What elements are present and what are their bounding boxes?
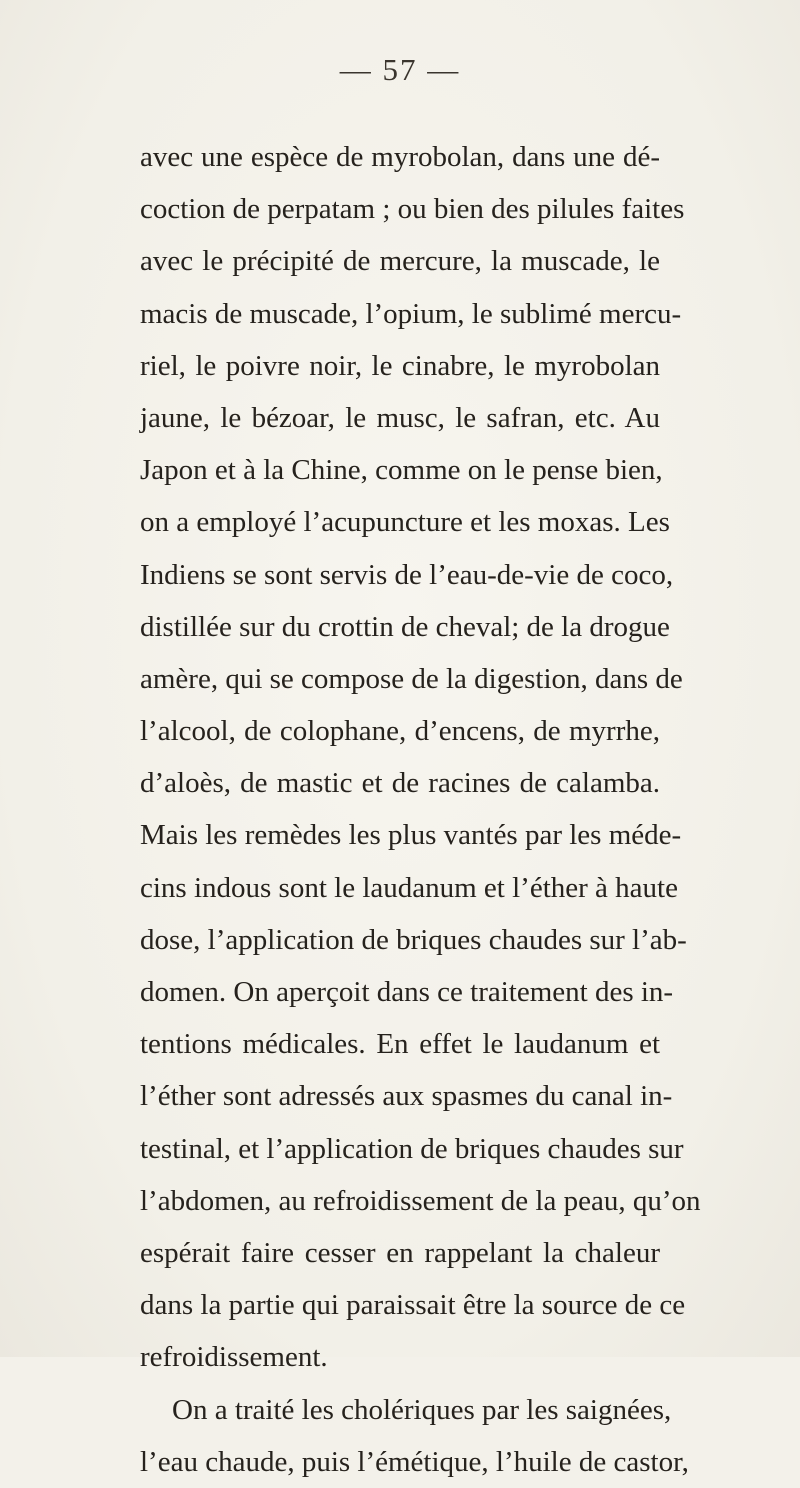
text-line: cins indous sont le laudanum et l’éther à haute xyxy=(140,871,678,904)
text-line: distillée sur du crottin de cheval; de la drogue xyxy=(140,610,670,643)
text-line: l’alcool, de colophane, d’encens, de myrrhe, xyxy=(140,715,660,748)
paragraph-end-line: refroidissement. xyxy=(140,1341,328,1374)
page-number: — 57 — xyxy=(339,52,461,87)
text-line: tentions médicales. En effet le laudanum et xyxy=(140,1028,660,1061)
text-line: Mais les remèdes les plus vantés par les méde- xyxy=(140,819,682,852)
text-line: on a employé l’acupuncture et les moxas. Les xyxy=(140,506,670,539)
body-text xyxy=(140,131,701,1488)
text-line: d’aloès, de mastic et de racines de calamba. xyxy=(140,767,660,800)
text-line: jaune, le bézoar, le musc, le safran, etc. Au xyxy=(140,401,660,434)
text-line: testinal, et l’application de briques chaudes sur xyxy=(140,1132,684,1165)
text-line: amère, qui se compose de la digestion, dans de xyxy=(140,662,683,695)
text-line: domen. On aperçoit dans ce traitement des in- xyxy=(140,976,674,1008)
text-line: macis de muscade, l’opium, le sublimé mercu- xyxy=(140,297,682,330)
paragraph-start-line: On a traité les cholériques par les saignées, xyxy=(172,1393,672,1426)
text-line: Japon et à la Chine, comme on le pense bien, xyxy=(140,454,663,487)
text-line: avec une espèce de myrobolan, dans une dé- xyxy=(140,141,660,173)
text-line: riel, le poivre noir, le cinabre, le myrobolan xyxy=(140,349,660,382)
text-line: avec le précipité de mercure, la muscade, le xyxy=(140,245,660,278)
text-line: dose, l’application de briques chaudes sur l’ab- xyxy=(140,923,687,956)
text-line: l’abdomen, au refroidissement de la peau, qu’on xyxy=(140,1184,701,1217)
text-line: l’éther sont adressés aux spasmes du canal in- xyxy=(140,1080,673,1113)
text-line: dans la partie qui paraissait être la source de ce xyxy=(140,1289,686,1322)
text-line: l’eau chaude, puis l’émétique, l’huile de castor, xyxy=(140,1445,689,1478)
text-line: coction de perpatam ; ou bien des pilules faites xyxy=(140,193,685,226)
text-line: Indiens se sont servis de l’eau-de-vie de coco, xyxy=(140,558,674,591)
text-line: espérait faire cesser en rappelant la chaleur xyxy=(140,1236,660,1269)
